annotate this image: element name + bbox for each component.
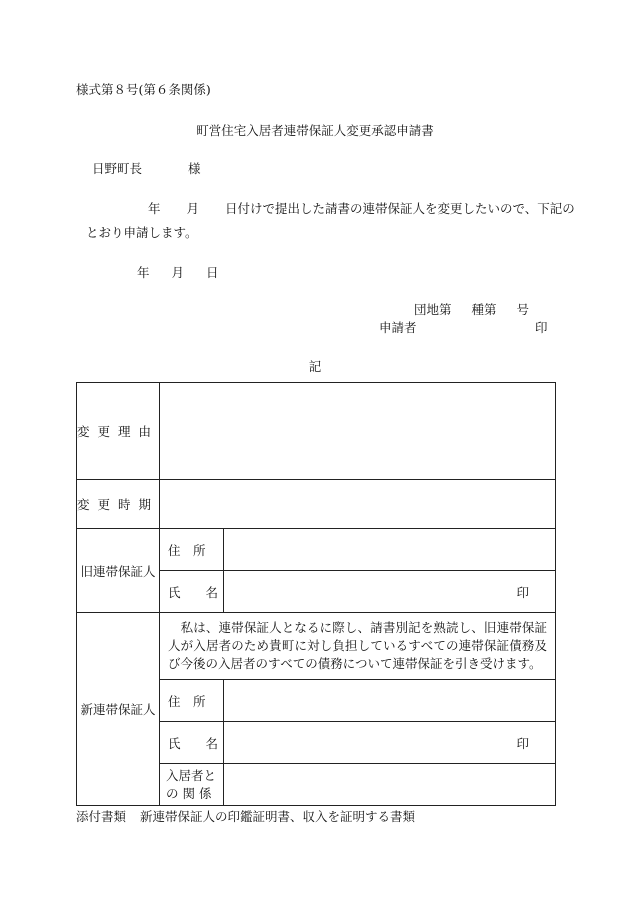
applicant-label: 申請者 [379, 320, 417, 335]
body-line-2: とおり申請します。 [86, 225, 198, 240]
body-text-1: 日付けで提出した請書の連帯保証人を変更したいので、下記の [225, 201, 575, 216]
old-seal-mark: 印 [516, 584, 529, 600]
document-title: 町営住宅入居者連帯保証人変更承認申請書 [196, 123, 434, 138]
relation-field[interactable] [224, 764, 556, 806]
timing-row [77, 480, 556, 529]
attachments-text: 新連帯保証人の印鑑証明書、収入を証明する書類 [140, 809, 416, 824]
old-name-field[interactable] [224, 571, 556, 613]
new-name-field[interactable] [224, 722, 556, 764]
new-address-label: 住 所 [160, 680, 224, 722]
body-year: 年 [148, 201, 161, 216]
applicant-line [379, 320, 548, 335]
old-guarantor-label: 旧連帯保証人 [77, 529, 160, 613]
addressee-name: 日野町長 [92, 161, 143, 176]
old-name-label: 氏 名 [160, 571, 224, 613]
application-date [137, 267, 219, 280]
date-month: 月 [171, 265, 185, 280]
new-name-label: 氏 名 [160, 722, 224, 764]
old-guarantor-address-row [77, 529, 556, 571]
attachments-label: 添付書類 [76, 809, 127, 824]
date-year: 年 [137, 265, 150, 280]
timing-label: 変更時期 [77, 480, 160, 529]
application-table [76, 382, 556, 806]
addressee-honorific: 様 [188, 161, 201, 176]
pledge-row [77, 613, 556, 680]
date-day: 日 [206, 265, 219, 280]
form-number: 様式第８号(第６条関係) [76, 82, 211, 97]
pledge-text: 私は、連帯保証人となるに際し、請書別記を熟読し、旧連帯保証人が入居者のため貴町に対し負担しているすべての連帯保証債務及び今後の入居者のすべての債務について連帯保証を引き受けます。 [160, 613, 556, 680]
housing-danchi: 団地第 [414, 302, 452, 317]
relation-label-line-2: の 関 係 [166, 785, 212, 801]
reason-row [77, 383, 556, 480]
ki-heading: 記 [308, 359, 322, 374]
new-address-field[interactable] [224, 680, 556, 722]
addressee [92, 163, 201, 176]
old-address-label: 住 所 [160, 529, 224, 571]
body-month: 月 [186, 201, 200, 216]
old-address-field[interactable] [224, 529, 556, 571]
relation-label [160, 764, 224, 806]
housing-shu: 種第 [471, 302, 497, 317]
relation-label-line-1: 入居者と [166, 767, 217, 783]
timing-field[interactable] [160, 480, 556, 529]
housing-number [414, 304, 529, 317]
attachments-line [76, 811, 415, 824]
reason-label: 変更理由 [77, 383, 160, 480]
housing-go: 号 [516, 302, 530, 317]
reason-field[interactable] [160, 383, 556, 480]
applicant-seal-mark: 印 [535, 320, 548, 335]
body-line-1 [148, 203, 575, 216]
new-guarantor-label: 新連帯保証人 [77, 613, 160, 806]
new-seal-mark: 印 [516, 735, 529, 751]
